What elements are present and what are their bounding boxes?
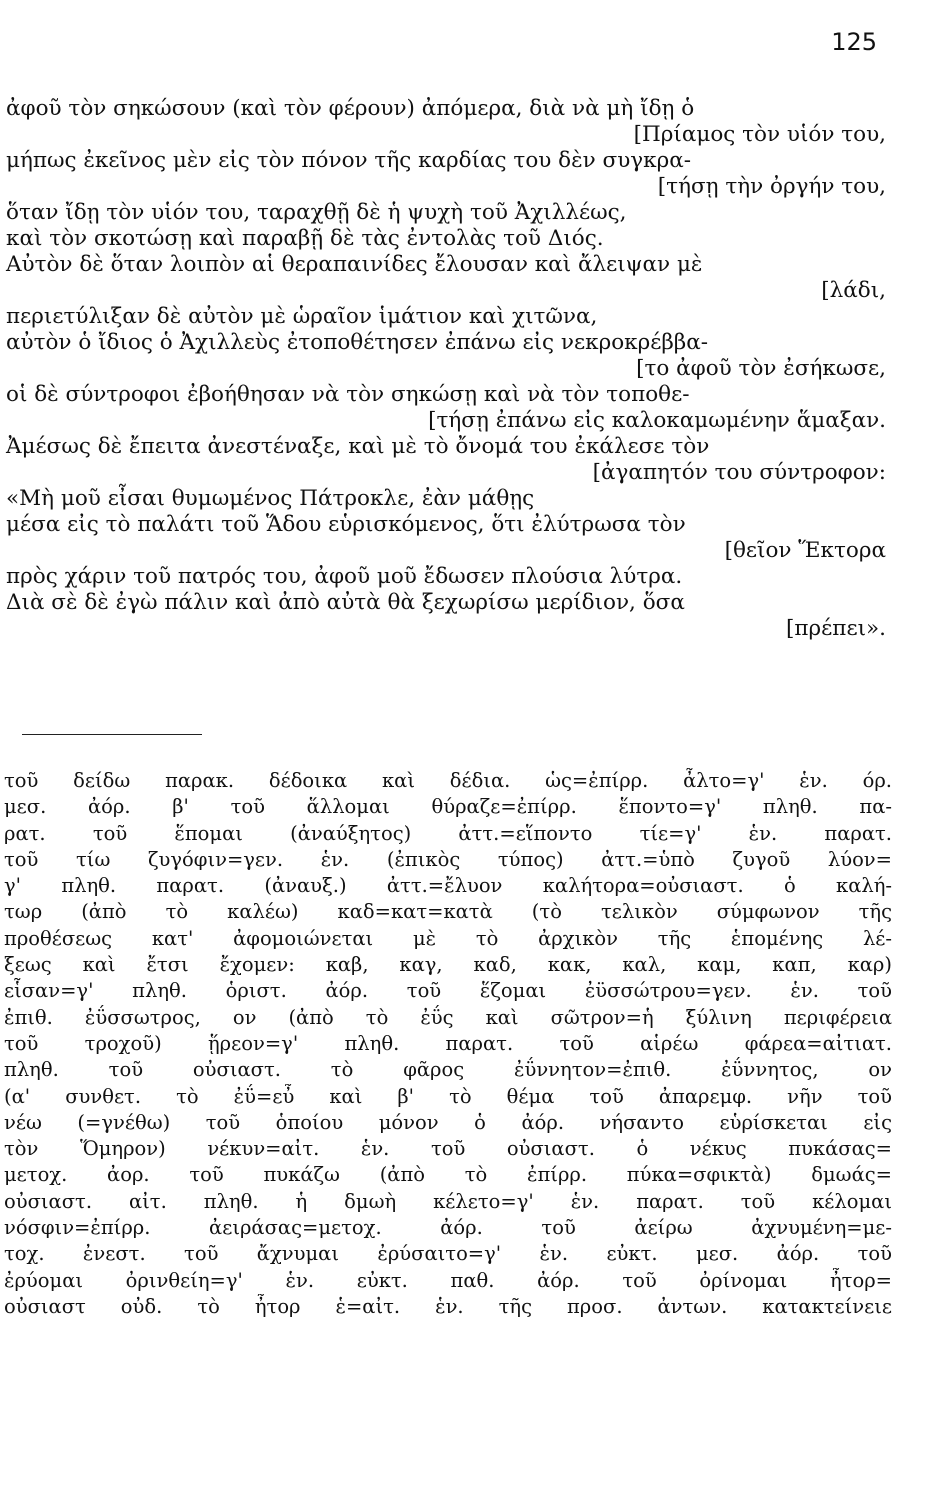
poem-line: μέσα εἰς τὸ παλάτι τοῦ Ἅδου εὑρισκόμενος, ὅτι ἐλύτρωσα τὸν xyxy=(6,512,686,537)
glossary-notes xyxy=(4,768,892,1320)
note-line: πληθ. τοῦ οὐσιαστ. τὸ φᾶρος ἐΰννητον=ἐπιθ. ἐΰννητος, ον xyxy=(4,1058,892,1082)
poem-line-continuation: [θεῖον Ἕκτορα xyxy=(724,538,886,563)
note-line: μεσ. ἀόρ. β' τοῦ ἅλλομαι θύραζε=ἐπίρρ. ἕποντο=γ' πληθ. πα- xyxy=(4,795,892,819)
note-line: γ' πληθ. παρατ. (ἀναυξ.) ἀττ.=ἔλυον καλήτορα=οὐσιαστ. ὁ καλή- xyxy=(4,874,892,898)
note-line: ἐρύομαι ὀρινθείη=γ' ἑν. εὐκτ. παθ. ἀόρ. τοῦ ὀρίνομαι ἦτορ= xyxy=(4,1268,892,1292)
note-line: προθέσεως κατ' ἀφομοιώνεται μὲ τὸ ἀρχικὸν τῆς ἑπομένης λέ- xyxy=(4,926,892,950)
note-line: τοῦ τροχοῦ) ᾕρεον=γ' πληθ. παρατ. τοῦ αἱρέω φάρεα=αἰτιατ. xyxy=(4,1031,892,1055)
footnote-divider xyxy=(22,734,202,735)
poem-line: πρὸς χάριν τοῦ πατρός του, ἀφοῦ μοῦ ἔδωσεν πλούσια λύτρα. xyxy=(6,564,683,589)
poem-line: καὶ τὸν σκοτώσῃ καὶ παραβῇ δὲ τὰς ἐντολὰς τοῦ Διός. xyxy=(6,226,604,251)
poem-line: Ἀμέσως δὲ ἔπειτα ἀνεστέναξε, καὶ μὲ τὸ ὄνομά του ἐκάλεσε τὸν xyxy=(6,434,710,459)
note-line: τοῦ τίω ζυγόφιν=γεν. ἑν. (ἐπικὸς τύπος) ἀττ.=ὑπὸ ζυγοῦ λύον= xyxy=(4,847,892,871)
note-line: τωρ (ἀπὸ τὸ καλέω) καδ=κατ=κατὰ (τὸ τελικὸν σύμφωνον τῆς xyxy=(4,900,892,924)
note-line: μετοχ. ἀορ. τοῦ πυκάζω (ἀπὸ τὸ ἐπίρρ. πύκα=σφικτὰ) δμωάς= xyxy=(4,1163,892,1187)
poem-line: περιετύλιξαν δὲ αὐτὸν μὲ ὡραῖον ἱμάτιον καὶ χιτῶνα, xyxy=(6,304,598,329)
poem-line-continuation: [Πρίαμος τὸν υἱόν του, xyxy=(633,122,886,147)
note-line: (α' συνθετ. τὸ ἐΰ=εὖ καὶ β' τὸ θέμα τοῦ ἀπαρεμφ. νῆν τοῦ xyxy=(4,1084,892,1108)
note-line: ξεως καὶ ἔτσι ἔχομεν: καβ, καγ, καδ, κακ, καλ, καμ, καπ, καρ) xyxy=(4,953,892,977)
poem-line: Διὰ σὲ δὲ ἐγὼ πάλιν καὶ ἀπὸ αὐτὰ θὰ ξεχωρίσω μερίδιον, ὅσα xyxy=(6,590,685,615)
poem-line: ἀφοῦ τὸν σηκώσουν (καὶ τὸν φέρουν) ἀπόμερα, διὰ νὰ μὴ ἴδῃ ὁ xyxy=(6,96,695,121)
note-line: νέω (=γνέθω) τοῦ ὁποίου μόνον ὁ ἀόρ. νήσαντο εὑρίσκεται εἰς xyxy=(4,1110,892,1134)
note-line: νόσφιν=ἐπίρρ. ἀειράσας=μετοχ. ἀόρ. τοῦ ἀείρω ἀχνυμένη=με- xyxy=(4,1216,892,1240)
note-line: οὐσιαστ. αἰτ. πληθ. ἡ δμωὴ κέλετο=γ' ἑν. παρατ. τοῦ κέλομαι xyxy=(4,1189,892,1213)
poem-translation xyxy=(6,96,886,642)
note-line: τοῦ δείδω παρακ. δέδοικα καὶ δέδια. ὡς=ἐπίρρ. ἆλτο=γ' ἑν. όρ. xyxy=(4,769,892,792)
poem-line-continuation: [ἀγαπητόν του σύντροφον: xyxy=(592,460,886,485)
note-line: εἷσαν=γ' πληθ. ὁριστ. ἀόρ. τοῦ ἕζομαι ἐϋσσώτρου=γεν. ἑν. τοῦ xyxy=(4,979,892,1003)
poem-line-continuation: [το ἀφοῦ τὸν ἐσήκωσε, xyxy=(636,356,886,381)
note-line: ἐπιθ. ἐΰσσωτρος, ον (ἀπὸ τὸ ἐΰς καὶ σῶτρον=ἡ ξύλινη περιφέρεια xyxy=(4,1005,892,1029)
note-line: τοχ. ἐνεστ. τοῦ ἄχνυμαι ἐρύσαιτο=γ' ἑν. εὐκτ. μεσ. ἀόρ. τοῦ xyxy=(4,1242,892,1266)
poem-line: «Μὴ μοῦ εἶσαι θυμωμένος Πάτροκλε, ἐὰν μάθῃς xyxy=(6,486,535,511)
poem-line: οἱ δὲ σύντροφοι ἐβοήθησαν νὰ τὸν σηκώσῃ καὶ νὰ τὸν τοποθε- xyxy=(6,382,690,407)
poem-line: Αὐτὸν δὲ ὅταν λοιπὸν αἱ θεραπαινίδες ἔλουσαν καὶ ἄλειψαν μὲ xyxy=(6,252,703,277)
note-line: ρατ. τοῦ ἕπομαι (ἀναύξητος) ἀττ.=εἵποντο τίε=γ' ἑν. παρατ. xyxy=(4,821,892,845)
poem-line-continuation: [τήσῃ ἐπάνω εἰς καλοκαμωμένην ἅμαξαν. xyxy=(428,408,886,433)
note-line: τὸν Ὅμηρον) νέκυν=αἰτ. ἑν. τοῦ οὐσιαστ. ὁ νέκυς πυκάσας= xyxy=(4,1137,892,1161)
page-number: 125 xyxy=(831,28,877,56)
poem-line: ὅταν ἴδῃ τὸν υἱόν του, ταραχθῇ δὲ ἡ ψυχὴ τοῦ Ἀχιλλέως, xyxy=(6,200,627,225)
poem-line: αὐτὸν ὁ ἴδιος ὁ Ἀχιλλεὺς ἐτοποθέτησεν ἐπάνω εἰς νεκροκρέββα- xyxy=(6,330,709,355)
poem-line-continuation: [λάδι, xyxy=(821,278,886,303)
poem-line-continuation: [πρέπει». xyxy=(786,616,886,641)
note-line: οὐσιαστ οὐδ. τὸ ἦτορ ἑ=αἰτ. ἑν. τῆς προσ. ἀντων. κατακτείνειε xyxy=(4,1294,892,1318)
poem-line: μήπως ἐκεῖνος μὲν εἰς τὸν πόνον τῆς καρδίας του δὲν συγκρα- xyxy=(6,148,692,173)
poem-line-continuation: [τήσῃ τὴν ὀργήν του, xyxy=(657,174,886,199)
